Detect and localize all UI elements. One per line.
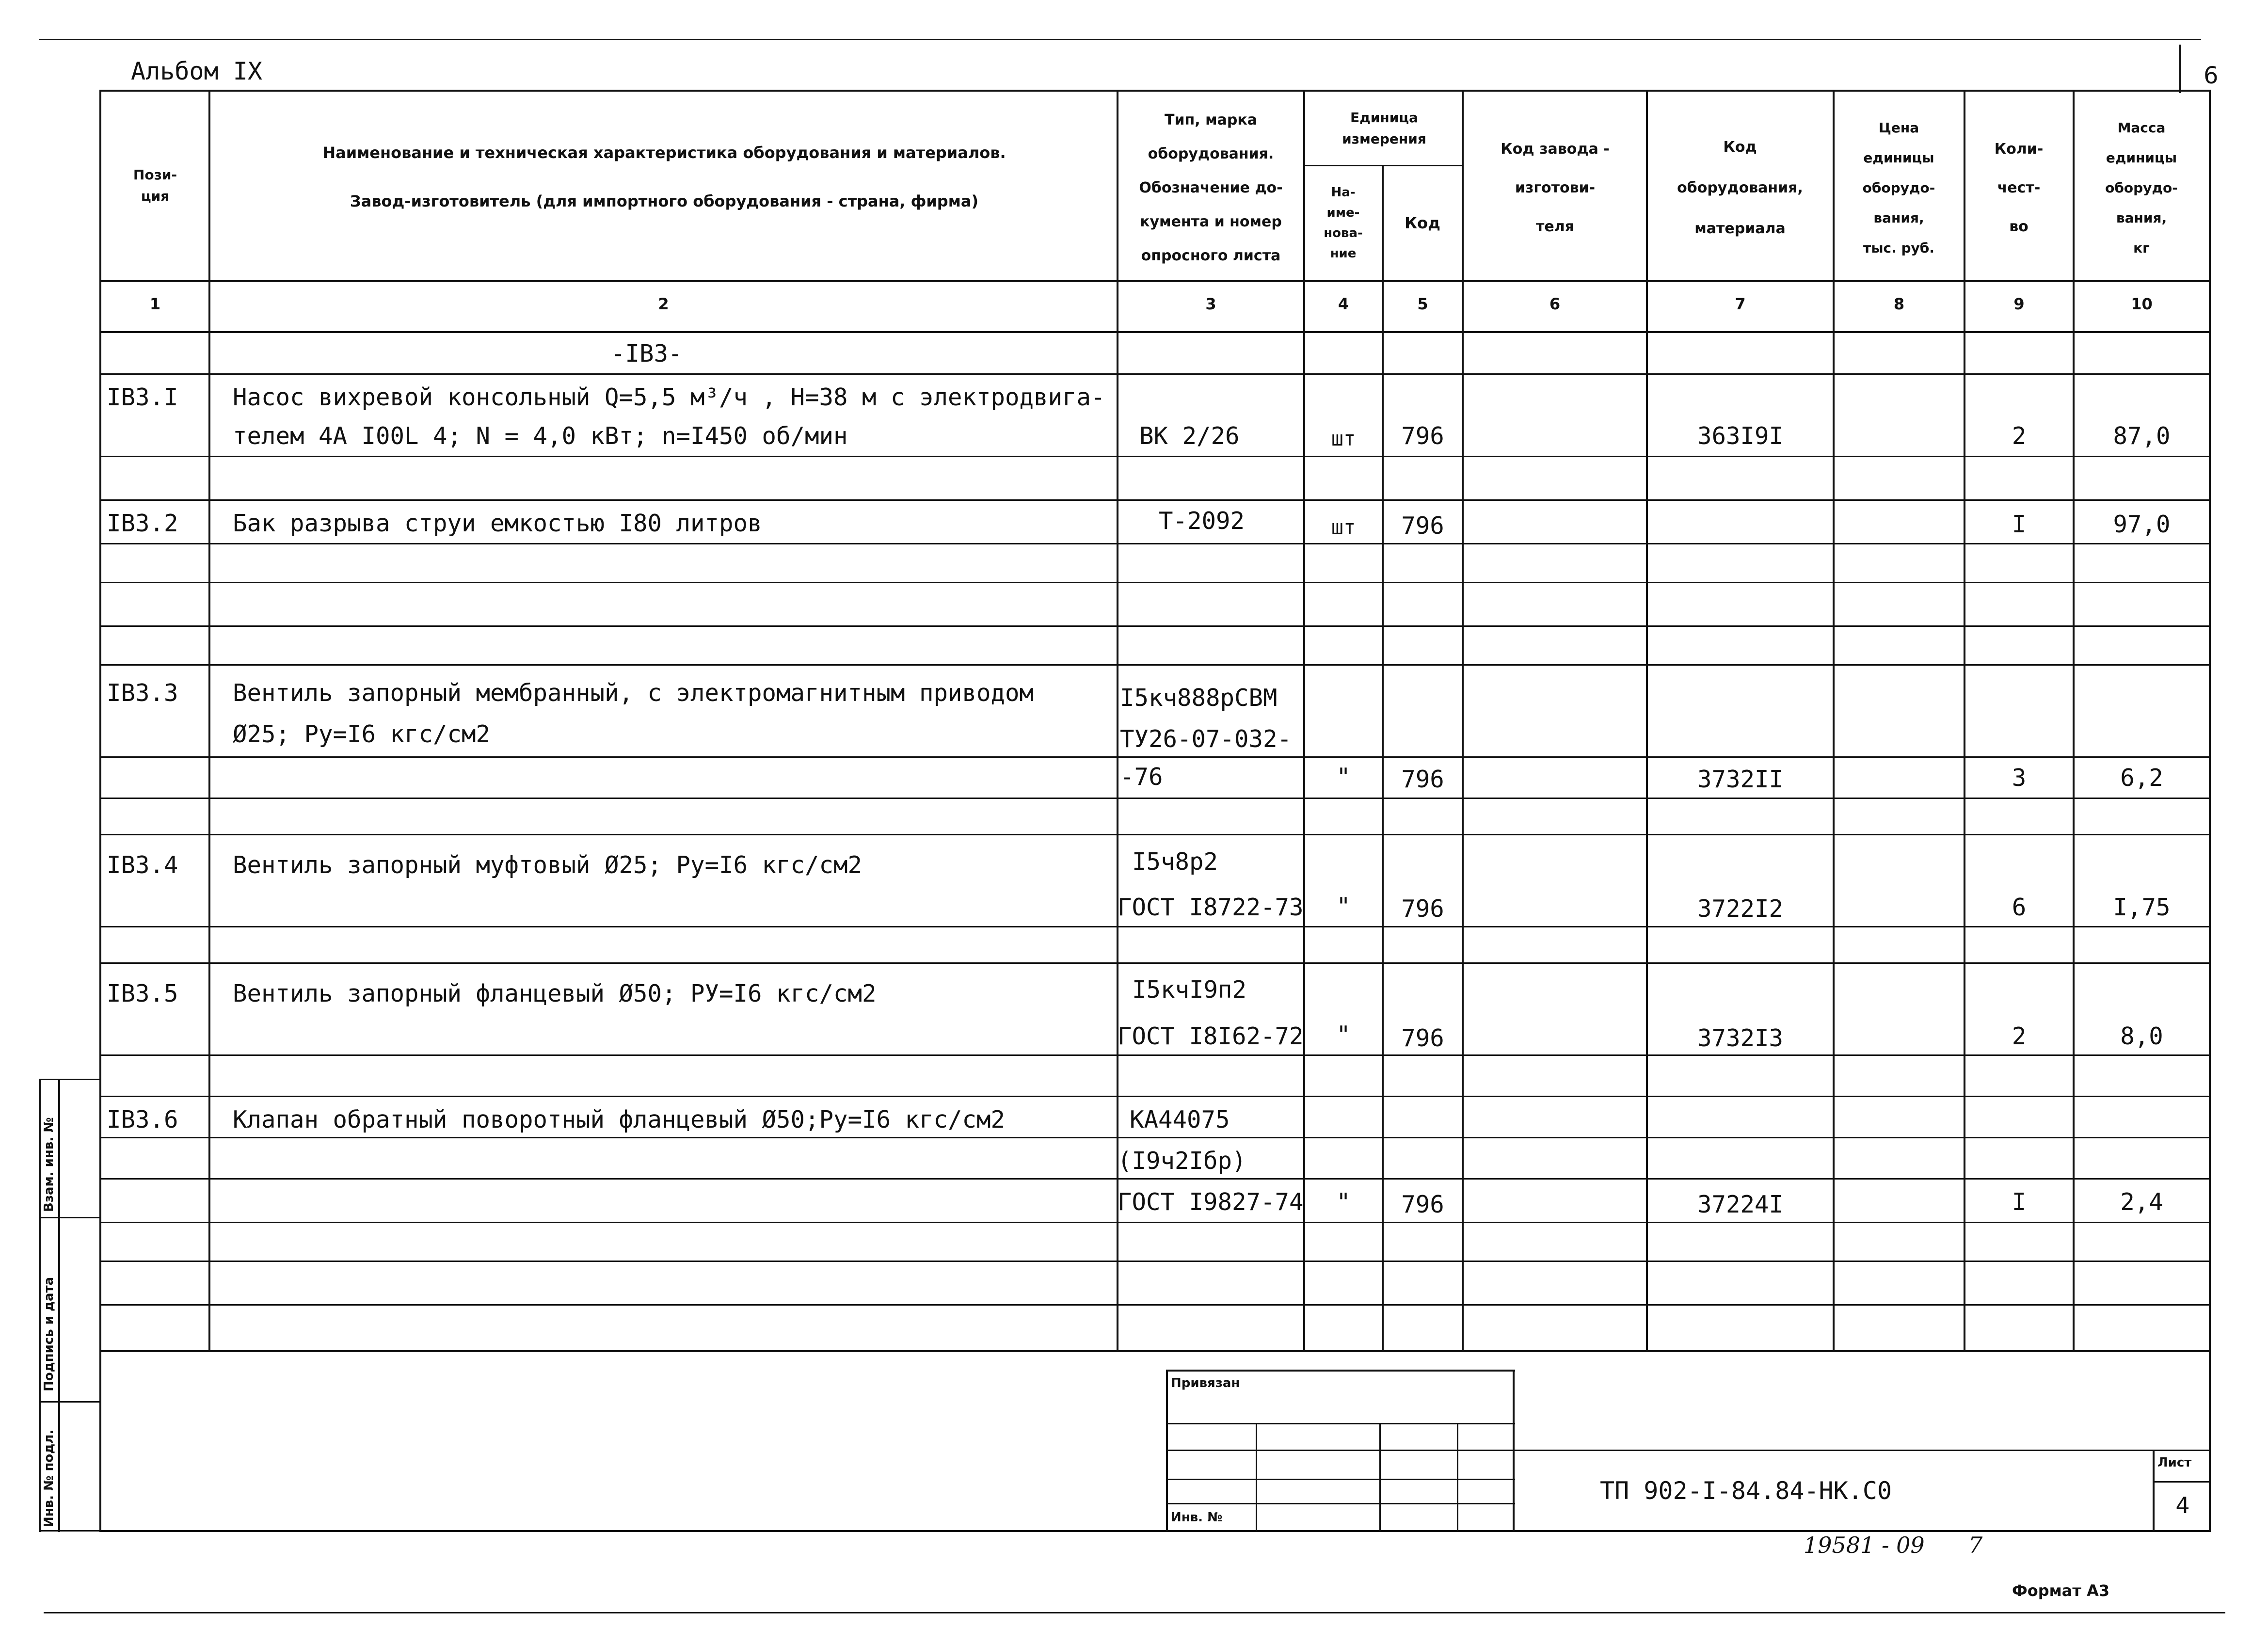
row-type: -76 bbox=[1120, 763, 1163, 791]
row-type: КА44075 bbox=[1130, 1106, 1230, 1133]
row-code: 796 bbox=[1401, 1191, 1444, 1218]
col-num-6: 6 bbox=[1549, 295, 1561, 313]
row-qty: 6 bbox=[2012, 894, 2027, 921]
page-number: 6 bbox=[2204, 62, 2219, 89]
col-header-6: Код завода - изготови- теля bbox=[1501, 140, 1610, 235]
row-name: Ø25; Ру=I6 кгс/см2 bbox=[233, 720, 491, 748]
col-num-9: 9 bbox=[2013, 295, 2025, 313]
col-header-4: На- име- нова- ние bbox=[1324, 185, 1363, 261]
row-qty: 2 bbox=[2012, 422, 2027, 450]
archive-number: 19581 - 09 bbox=[1804, 1532, 1925, 1558]
row-mass: 6,2 bbox=[2120, 764, 2163, 792]
document-code: ТП 902-I-84.84-НК.С0 bbox=[1600, 1477, 1892, 1505]
row-type: I5ч8р2 bbox=[1132, 848, 1218, 876]
row-unit: " bbox=[1336, 763, 1351, 791]
row-qty: I bbox=[2012, 511, 2027, 538]
row-mass: I,75 bbox=[2113, 894, 2171, 921]
col-num-10: 10 bbox=[2131, 295, 2153, 313]
unit-group-header: Единица измерения bbox=[1342, 110, 1426, 147]
row-position: IB3.4 bbox=[107, 851, 178, 879]
archive-suffix: 7 bbox=[1968, 1532, 1983, 1558]
col-num-2: 2 bbox=[658, 295, 669, 313]
col-header-1: Пози- ция bbox=[133, 166, 177, 204]
bottom-rule bbox=[44, 1612, 2225, 1613]
row-equip-code: 363I9I bbox=[1697, 422, 1783, 450]
row-name: Вентиль запорный мембранный, с электромагнитным приводом bbox=[233, 679, 1034, 707]
row-unit: " bbox=[1336, 1188, 1351, 1216]
row-unit: " bbox=[1336, 1021, 1351, 1049]
row-unit: шт bbox=[1331, 515, 1356, 539]
row-equip-code: 37224I bbox=[1697, 1191, 1783, 1218]
col-header-7: Код оборудования, материала bbox=[1677, 138, 1803, 237]
row-equip-code: 3732I3 bbox=[1697, 1024, 1783, 1052]
col-num-1: 1 bbox=[149, 295, 161, 313]
row-type: ТУ26-07-032- bbox=[1120, 725, 1292, 753]
col-header-3: Тип, марка оборудования. Обозначение до- кумента и номер опросного листа bbox=[1139, 111, 1283, 264]
row-code: 796 bbox=[1401, 766, 1444, 793]
row-type: I5кчI9п2 bbox=[1132, 976, 1247, 1004]
row-code: 796 bbox=[1401, 1024, 1444, 1052]
row-code: 796 bbox=[1401, 422, 1444, 450]
row-qty: 3 bbox=[2012, 764, 2027, 792]
row-code: 796 bbox=[1401, 895, 1444, 923]
format-label: Формат А3 bbox=[2012, 1581, 2110, 1600]
row-type: I5кч888рСВМ bbox=[1120, 684, 1278, 712]
row-name: телем 4А I00L 4; N = 4,0 кВт; n=I450 об/мин bbox=[233, 422, 848, 450]
row-unit: шт bbox=[1331, 427, 1356, 450]
col-num-8: 8 bbox=[1893, 295, 1905, 313]
row-unit: " bbox=[1336, 893, 1351, 920]
row-equip-code: 3722I2 bbox=[1697, 895, 1783, 923]
stamp-privyazan: Привязан bbox=[1171, 1376, 1240, 1390]
row-name: Насос вихревой консольный Q=5,5 м³/ч , Н=38 м с электродвига- bbox=[233, 383, 1105, 411]
col-header-10: Масса единицы оборудо- вания, кг bbox=[2105, 119, 2178, 256]
row-name: Клапан обратный поворотный фланцевый Ø50;Ру=I6 кгс/см2 bbox=[233, 1106, 1006, 1133]
row-position: IB3.3 bbox=[107, 679, 178, 707]
row-equip-code: 3732II bbox=[1697, 766, 1783, 793]
row-mass: 2,4 bbox=[2120, 1188, 2163, 1216]
row-type: ГОСТ I8722-73 bbox=[1118, 894, 1304, 921]
row-qty: 2 bbox=[2012, 1022, 2027, 1050]
row-position: IB3.5 bbox=[107, 980, 178, 1007]
row-mass: 97,0 bbox=[2113, 511, 2171, 538]
row-mass: 87,0 bbox=[2113, 422, 2171, 450]
row-position: IB3.I bbox=[107, 383, 178, 411]
col-num-5: 5 bbox=[1417, 295, 1428, 313]
row-code: 796 bbox=[1401, 512, 1444, 540]
sheet-number: 4 bbox=[2175, 1492, 2190, 1518]
row-type: ГОСТ I8I62-72 bbox=[1118, 1022, 1304, 1050]
side-label-inv-podl: Инв. № подл. bbox=[42, 1429, 56, 1527]
row-name: Вентиль запорный фланцевый Ø50; РУ=I6 кгс/см2 bbox=[233, 980, 877, 1007]
row-type: Т-2092 bbox=[1159, 507, 1245, 535]
stamp-inv: Инв. № bbox=[1171, 1510, 1223, 1525]
section-title: -IB3- bbox=[611, 340, 683, 367]
col-num-7: 7 bbox=[1735, 295, 1746, 313]
row-type: ВК 2/26 bbox=[1139, 422, 1240, 450]
col-num-4: 4 bbox=[1338, 295, 1349, 313]
side-label-podpis-data: Подпись и дата bbox=[42, 1277, 56, 1391]
col-header-8: Цена единицы оборудо- вания, тыс. руб. bbox=[1862, 119, 1935, 256]
album-label: Альбом IX bbox=[131, 57, 262, 85]
row-mass: 8,0 bbox=[2120, 1022, 2163, 1050]
col-num-3: 3 bbox=[1205, 295, 1216, 313]
col-header-9: Коли- чест- во bbox=[1994, 140, 2044, 235]
row-type: ГОСТ I9827-74 bbox=[1118, 1188, 1304, 1216]
row-position: IB3.6 bbox=[107, 1106, 178, 1133]
sheet-label: Лист bbox=[2157, 1455, 2192, 1470]
col-header-2: Наименование и техническая характеристика оборудования и материалов. Завод-изготовитель (для импортного оборудования - страна, фирма) bbox=[322, 144, 1006, 210]
row-name: Вентиль запорный муфтовый Ø25; Ру=I6 кгс/см2 bbox=[233, 851, 862, 879]
row-position: IB3.2 bbox=[107, 510, 178, 537]
row-qty: I bbox=[2012, 1188, 2027, 1216]
col-header-5: Код bbox=[1405, 214, 1440, 232]
row-type: (I9ч2Iбр) bbox=[1118, 1147, 1246, 1175]
side-label-vzam-inv: Взам. инв. № bbox=[42, 1117, 56, 1212]
row-name: Бак разрыва струи емкостью I80 литров bbox=[233, 510, 762, 537]
